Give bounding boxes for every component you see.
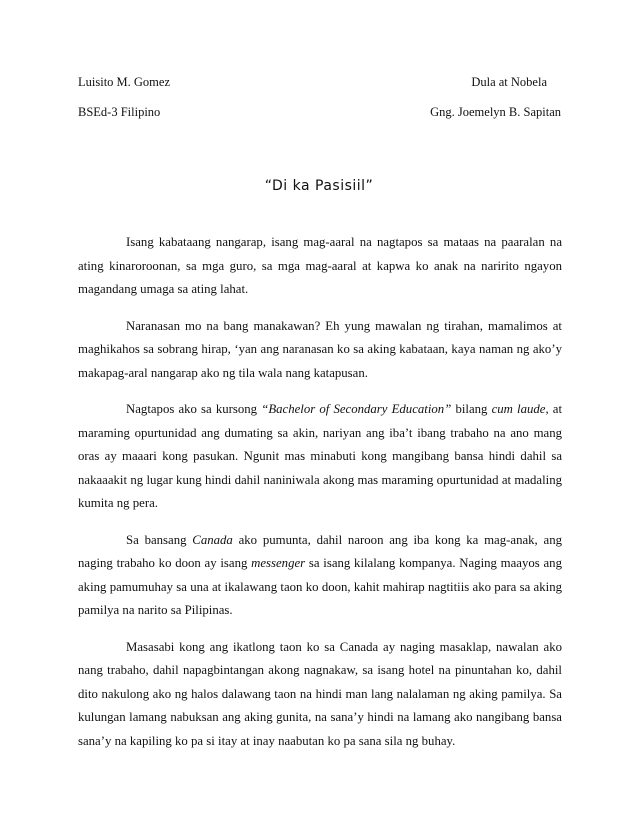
- paragraph-3-text-a: Nagtapos ako sa kursong: [126, 402, 262, 416]
- paragraph-4-text-c: ako pumunta, dahil naroon ang iba kong ka mag-anak, ang naging trabaho ko doon ay isang: [78, 532, 562, 570]
- subject-label: Dula at Nobela: [471, 75, 547, 89]
- paragraph-3-text-e: , at maraming opurtunidad ang dumating sa akin, nariyan ang iba’t ibang trabaho na ano mang oras ay maaari kong pasukan. Ngunit mas minabuti kong mangibang bansa hindi dahil sa nakaaakit ng lugar kung hindi dahil naniniwala akong mas maraming opurtunidad at madaling kumita ng pera.: [78, 402, 563, 510]
- job-title: messenger: [251, 556, 306, 570]
- paragraph-3-text-c: bilang: [451, 402, 492, 416]
- paragraph-2: Naranasan mo na bang manakawan? Eh yung mawalan ng tirahan, mamalimos at maghikahos sa sobrang hirap, ‘yan ang naranasan ko sa aking kabataan, kaya naman ng ako’y makapag-aral nangarap ako ng tila wala nang katapusan.: [78, 318, 562, 380]
- paragraph-4-text-a: Sa bansang: [126, 532, 193, 547]
- paragraph-4-text-e: sa isang kilalang kompanya. Naging maayos ang aking pamumuhay sa una at ikalawang taon ko doon, kahit mahirap nagtitiis ako para sa aking pamilya na narito sa Pilipinas.: [78, 556, 562, 617]
- honor-label: cum laude: [491, 402, 546, 416]
- essay-body: [78, 231, 562, 753]
- paragraph-4: [78, 529, 562, 623]
- country-name: Canada: [192, 532, 233, 547]
- paragraph-1: Isang kabataang nangarap, isang mag-aaral na nagtapos sa mataas na paaralan na ating kinaroroonan, sa mga guro, sa mga mag-aaral at kapwa ko anak na naririto ngayon magandang umaga sa ating lahat.: [78, 235, 562, 296]
- paragraph-3: [78, 398, 562, 516]
- essay-title: “Di ka Pasisiil”: [264, 178, 374, 194]
- instructor-name: Gng. Joemelyn B. Sapitan: [430, 105, 561, 119]
- degree-title: “Bachelor of Secondary Education”: [261, 402, 452, 416]
- author-name: Luisito M. Gomez: [78, 75, 171, 89]
- course-label: BSEd-3 Filipino: [78, 105, 161, 119]
- paragraph-5: Masasabi kong ang ikatlong taon ko sa Canada ay naging masaklap, nawalan ako nang trabaho, dahil napagbintangan akong nagnakaw, sa isang hotel na pinuntahan ko, dahil dito nakulong ako ng halos dalawang taon na hindi man lang nalalaman ng aking pamilya. Sa kulungan lamang nabuksan ang aking gunita, na sana’y hindi na lamang ako nangibang bansa sana’y na kapiling ko pa si itay at inay naabutan ko pa sana sila ng buhay.: [78, 639, 562, 748]
